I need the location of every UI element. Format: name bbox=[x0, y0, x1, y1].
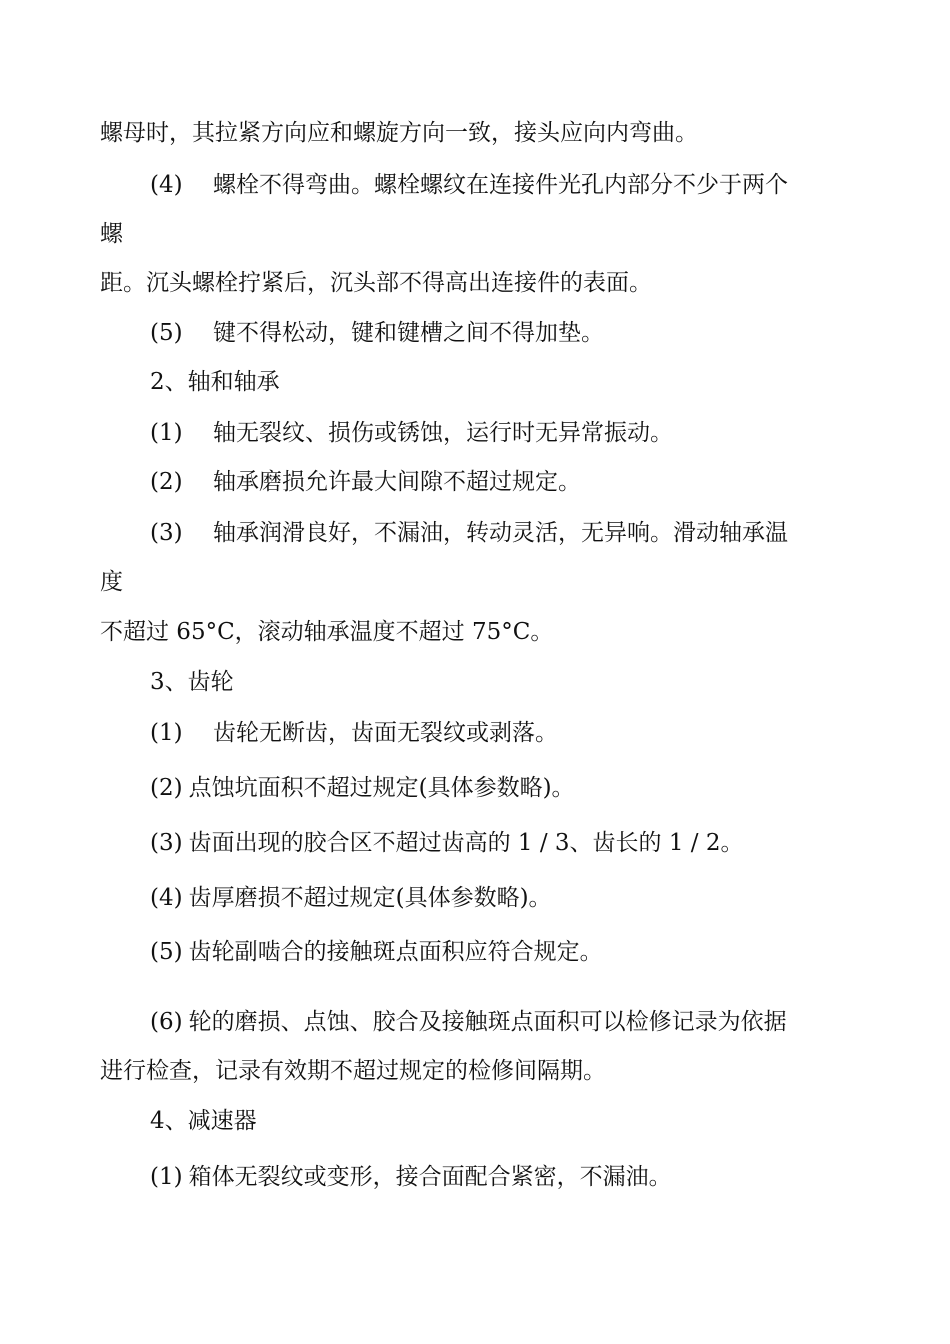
list-number: (2) bbox=[150, 775, 183, 801]
list-item-1 bbox=[150, 418, 673, 448]
list-item-3 bbox=[150, 828, 744, 858]
list-item-text: 齿轮无断齿，齿面无裂纹或剥落。 bbox=[213, 720, 558, 746]
list-number: (3) bbox=[150, 830, 183, 856]
list-item-4 bbox=[150, 170, 788, 200]
paragraph-line: 度 bbox=[100, 569, 123, 595]
paragraph-line: 距。沉头螺栓拧紧后，沉头部不得高出连接件的表面。 bbox=[100, 270, 652, 296]
list-item-text: 齿轮副啮合的接触斑点面积应符合规定。 bbox=[188, 939, 603, 965]
list-item-text: 齿厚磨损不超过规定(具体参数略)。 bbox=[188, 885, 552, 911]
list-number: (3) bbox=[150, 520, 183, 546]
list-item-text: 轴承磨损允许最大间隙不超过规定。 bbox=[213, 469, 581, 495]
list-number: (1) bbox=[150, 420, 183, 446]
list-number: (5) bbox=[150, 939, 183, 965]
list-item-1 bbox=[150, 1162, 672, 1192]
section-heading-reducer: 4、减速器 bbox=[150, 1108, 257, 1134]
list-item-text: 轮的磨损、点蚀、胶合及接触斑点面积可以检修记录为依据 bbox=[188, 1009, 787, 1035]
list-item-5 bbox=[150, 318, 604, 348]
list-item-2 bbox=[150, 773, 575, 803]
list-item-4 bbox=[150, 883, 552, 913]
list-item-text: 螺栓不得弯曲。螺栓螺纹在连接件光孔内部分不少于两个 bbox=[213, 172, 788, 198]
list-number: (4) bbox=[150, 885, 183, 911]
section-heading-gear: 3、齿轮 bbox=[150, 669, 234, 695]
list-number: (1) bbox=[150, 720, 183, 746]
list-item-6 bbox=[150, 1007, 787, 1037]
list-item-text: 轴无裂纹、损伤或锈蚀，运行时无异常振动。 bbox=[213, 420, 673, 446]
list-item-text: 点蚀坑面积不超过规定(具体参数略)。 bbox=[188, 775, 575, 801]
list-item-3 bbox=[150, 518, 788, 548]
list-number: (1) bbox=[150, 1164, 183, 1190]
list-item-text: 键不得松动，键和键槽之间不得加垫。 bbox=[213, 320, 604, 346]
paragraph-line: 螺 bbox=[100, 221, 123, 247]
list-number: (6) bbox=[150, 1009, 183, 1035]
list-number: (4) bbox=[150, 172, 183, 198]
list-item-1 bbox=[150, 718, 558, 748]
list-item-2 bbox=[150, 467, 581, 497]
section-heading-shaft-bearing: 2、轴和轴承 bbox=[150, 369, 280, 395]
list-item-5 bbox=[150, 937, 603, 967]
list-item-text: 箱体无裂纹或变形，接合面配合紧密，不漏油。 bbox=[188, 1164, 672, 1190]
list-number: (2) bbox=[150, 469, 183, 495]
paragraph-line: 螺母时，其拉紧方向应和螺旋方向一致，接头应向内弯曲。 bbox=[100, 120, 698, 146]
paragraph-line: 不超过 65°C，滚动轴承温度不超过 75°C。 bbox=[100, 619, 554, 645]
list-item-text: 轴承润滑良好，不漏油，转动灵活，无异响。滑动轴承温 bbox=[213, 520, 788, 546]
list-number: (5) bbox=[150, 320, 183, 346]
list-item-text: 齿面出现的胶合区不超过齿高的 1 / 3、齿长的 1 / 2。 bbox=[188, 830, 744, 856]
paragraph-line: 进行检查，记录有效期不超过规定的检修间隔期。 bbox=[100, 1058, 606, 1084]
